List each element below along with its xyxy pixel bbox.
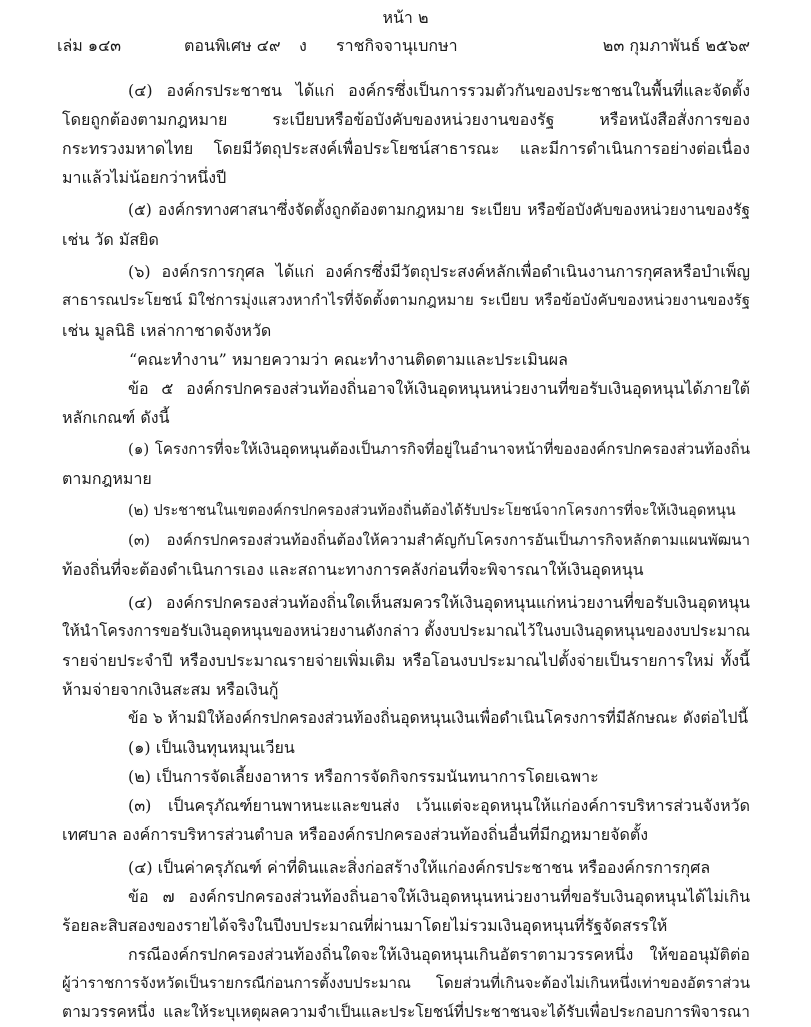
- text-line: ตามกฎหมาย: [62, 469, 152, 489]
- clause-heading: ข้อ ๗ องค์กรปกครองส่วนท้องถิ่นอาจให้เงินอุดหนุนหน่วยงานที่ขอรับเงินอุดหนุนได้ไม่เกิน: [128, 886, 750, 906]
- text-line: (๓) เป็นครุภัณฑ์ยานพาหนะและขนส่ง เว้นแต่จะอุดหนุนให้แก่องค์การบริหารส่วนจังหวัด: [128, 796, 750, 816]
- publish-date: ๒๓ กุมภาพันธ์ ๒๕๖๙: [602, 36, 750, 55]
- text-line: (๔) เป็นค่าครุภัณฑ์ ค่าที่ดินและสิ่งก่อสร้างให้แก่องค์กรประชาชน หรือองค์กรการกุศล: [128, 857, 711, 877]
- volume-label: เล่ม ๑๔๓: [57, 36, 122, 55]
- text-line: รายจ่ายประจำปี หรืองบประมาณรายจ่ายเพิ่มเติม หรือโอนงบประมาณไปตั้งจ่ายเป็นรายการใหม่ ทั้งนี้: [62, 650, 750, 670]
- text-line: เช่น วัด มัสยิด: [62, 229, 159, 249]
- gazette-header: [57, 34, 750, 58]
- text-line: กรณีองค์กรปกครองส่วนท้องถิ่นใดจะให้เงินอุดหนุนเกินอัตราตามวรรคหนึ่ง ให้ขออนุมัติต่อ: [128, 945, 750, 965]
- text-line: กระทรวงมหาดไทย โดยมีวัตถุประสงค์เพื่อประโยชน์สาธารณะ และมีการดำเนินการอย่างต่อเนื่อง: [62, 139, 750, 159]
- text-line: (๖) องค์กรการกุศล ได้แก่ องค์กรซึ่งมีวัตถุประสงค์หลักเพื่อดำเนินงานการกุศลหรือบำเพ็ญ: [128, 262, 750, 282]
- text-line: (๑) โครงการที่จะให้เงินอุดหนุนต้องเป็นภารกิจที่อยู่ในอำนาจหน้าที่ขององค์กรปกครองส่วนท้องถิ่น: [128, 440, 750, 459]
- clause-heading: ข้อ ๕ องค์กรปกครองส่วนท้องถิ่นอาจให้เงินอุดหนุนหน่วยงานที่ขอรับเงินอุดหนุนได้ภายใต้: [128, 378, 750, 398]
- definition-line: “คณะทำงาน” หมายความว่า คณะทำงานติดตามและประเมินผล: [129, 349, 568, 369]
- text-line: ตามวรรคหนึ่ง และให้ระบุเหตุผลความจำเป็นและประโยชน์ที่ประชาชนจะได้รับเพื่อประกอบการพิจารณา: [62, 1003, 750, 1022]
- text-line: เทศบาล องค์การบริหารส่วนตำบล หรือองค์กรปกครองส่วนท้องถิ่นอื่นที่มีกฎหมายจัดตั้ง: [62, 825, 649, 845]
- text-line: เช่น มูลนิธิ เหล่ากาชาดจังหวัด: [62, 320, 272, 340]
- text-line: (๑) เป็นเงินทุนหมุนเวียน: [128, 738, 295, 758]
- text-line: หลักเกณฑ์ ดังนี้: [62, 407, 170, 427]
- text-line: (๔) องค์กรปกครองส่วนท้องถิ่นใดเห็นสมควรให้เงินอุดหนุนแก่หน่วยงานที่ขอรับเงินอุดหนุน: [128, 592, 750, 612]
- section-label: ตอนพิเศษ ๔๙: [184, 36, 281, 55]
- text-line: สาธารณประโยชน์ มิใช่การมุ่งแสวงหากำไรที่จัดตั้งตามกฎหมาย ระเบียบ หรือข้อบังคับของหน่วยงานของรัฐ: [62, 291, 750, 310]
- text-line: (๕) องค์กรทางศาสนาซึ่งจัดตั้งถูกต้องตามกฎหมาย ระเบียบ หรือข้อบังคับของหน่วยงานของรัฐ: [128, 200, 750, 219]
- text-line: ท้องถิ่นที่จะต้องดำเนินการเอง และสถานะทางการคลังก่อนที่จะพิจารณาให้เงินอุดหนุน: [62, 560, 644, 580]
- clause-heading: ข้อ ๖ ห้ามมิให้องค์กรปกครองส่วนท้องถิ่นอุดหนุนเงินเพื่อดำเนินโครงการที่มีลักษณะ ดังต่อไปนี้: [128, 708, 749, 727]
- text-line: มาแล้วไม่น้อยกว่าหนึ่งปี: [62, 168, 227, 188]
- text-line: ห้ามจ่ายจากเงินสะสม หรือเงินกู้: [62, 679, 279, 699]
- section-letter: ง: [299, 36, 307, 55]
- page-number: หน้า ๒: [382, 8, 429, 27]
- text-line: ผู้ว่าราชการจังหวัดเป็นรายกรณีก่อนการตั้งงบประมาณ โดยส่วนที่เกินจะต้องไม่เกินหนึ่งเท่าของอัตราส่วน: [62, 974, 750, 993]
- text-line: (๓) องค์กรปกครองส่วนท้องถิ่นต้องให้ความสำคัญกับโครงการอันเป็นภารกิจหลักตามแผนพัฒนา: [128, 530, 750, 549]
- text-line: ร้อยละสิบสองของรายได้จริงในปีงบประมาณที่ผ่านมาโดยไม่รวมเงินอุดหนุนที่รัฐจัดสรรให้: [62, 915, 668, 935]
- text-line: ให้นำโครงการขอรับเงินอุดหนุนของหน่วยงานดังกล่าว ตั้งงบประมาณไว้ในงบเงินอุดหนุนของงบประมาณ: [62, 621, 751, 640]
- gazette-title: ราชกิจจานุเบกษา: [336, 36, 458, 55]
- text-line: (๒) เป็นการจัดเลี้ยงอาหาร หรือการจัดกิจกรรมนันทนาการโดยเฉพาะ: [128, 767, 599, 787]
- document-body: [62, 76, 750, 1027]
- text-line: (๒) ประชาชนในเขตองค์กรปกครองส่วนท้องถิ่นต้องได้รับประโยชน์จากโครงการที่จะให้เงินอุดหนุน: [128, 502, 736, 519]
- text-line: โดยถูกต้องตามกฎหมาย ระเบียบหรือข้อบังคับของหน่วยงานของรัฐ หรือหนังสือสั่งการของ: [62, 110, 750, 130]
- text-line: (๔) องค์กรประชาชน ได้แก่ องค์กรซึ่งเป็นการรวมตัวกันของประชาชนในพื้นที่และจัดตั้ง: [128, 81, 750, 100]
